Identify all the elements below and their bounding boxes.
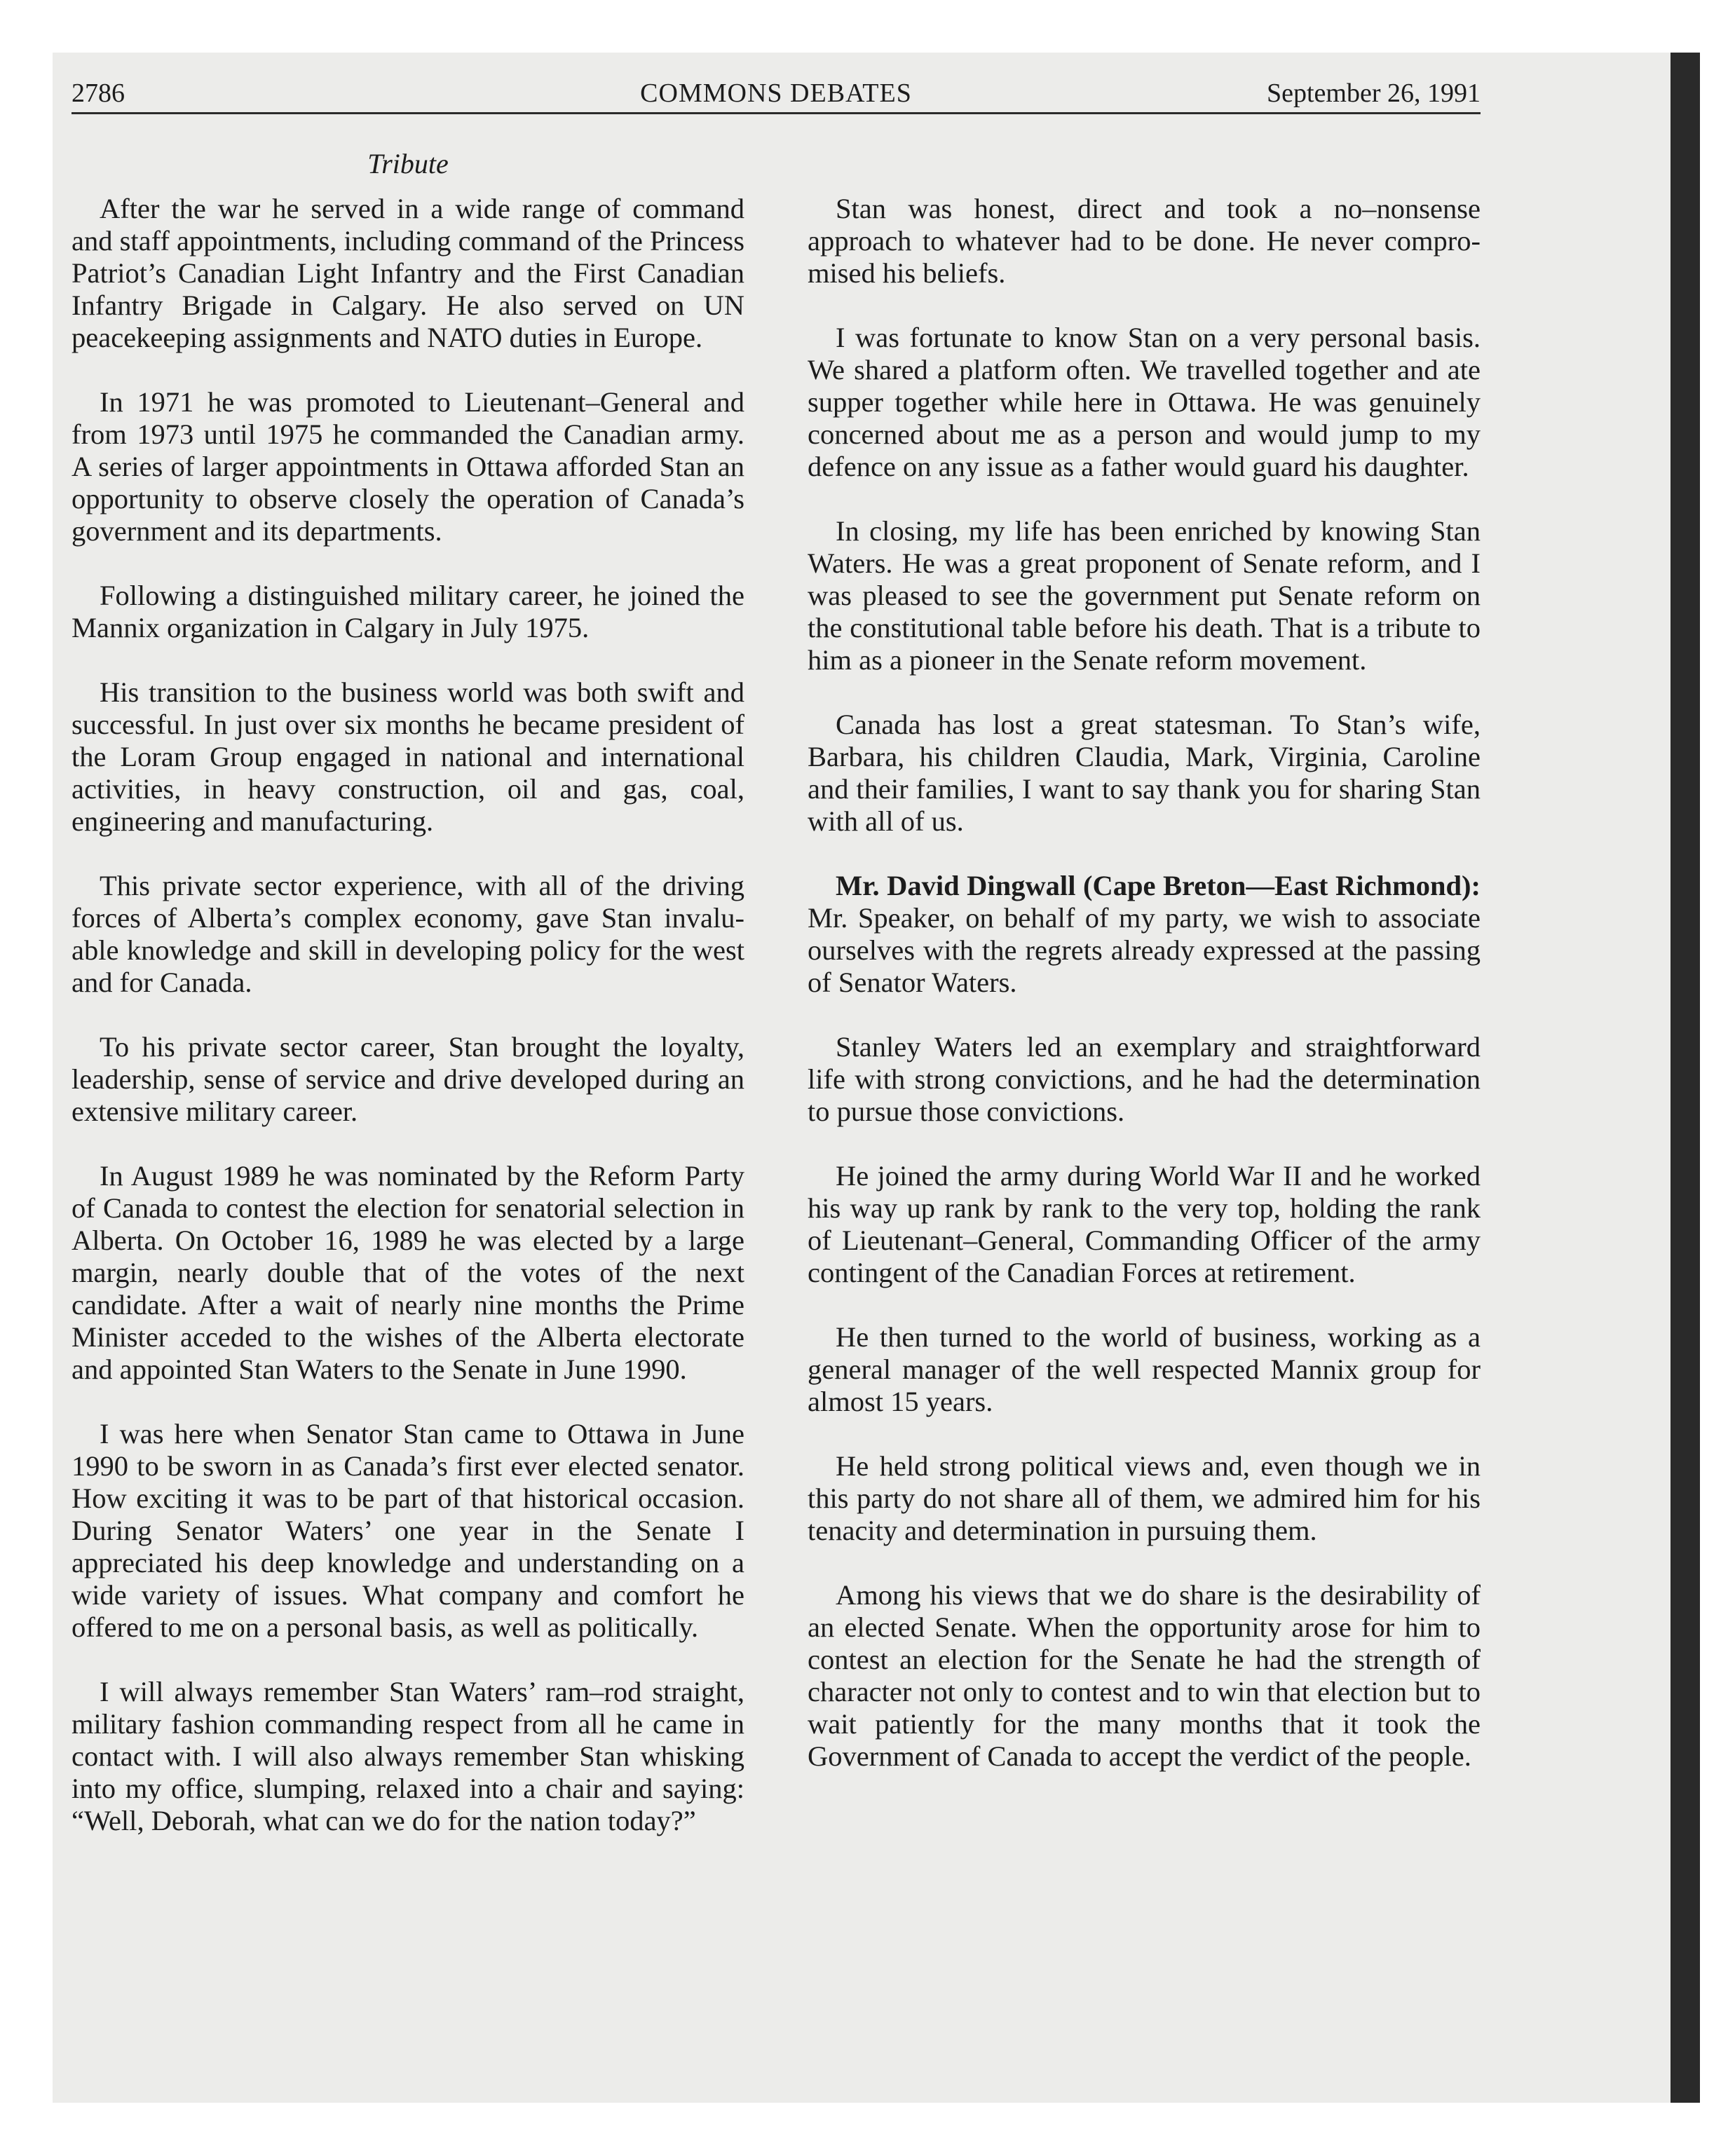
page-header (72, 72, 1481, 114)
paragraph: He joined the army during World War II and he worked his way up rank by rank to the very top, holding the rank of Lieutenant–General, Commanding Officer of the army contingent of the Canadian Forces at retirement. (808, 1160, 1481, 1288)
paragraph: In August 1989 he was nominated by the Reform Party of Canada to contest the election for senatorial selection in Alberta. On October 16, 1989 he was elected by a large margin, nearly double that of the votes of the next candidate. After a wait of nearly nine months the Prime Minister acceded to the wishes of the Alberta electorate and appointed Stan Waters to the Senate in June 1990. (72, 1160, 744, 1385)
speaker-paragraph (808, 870, 1481, 999)
right-column (808, 193, 1481, 1805)
page-number: 2786 (72, 79, 125, 108)
paragraph: In closing, my life has been enriched by knowing Stan Waters. He was a great proponent of Senate reform, and I was pleased to see the government put Senate reform on the constitutional table before his death. That is a tribute to him as a pioneer in the Senate reform movement. (808, 515, 1481, 676)
paragraph: Among his views that we do share is the desirability of an elected Senate. When the opportunity arose for him to contest an election for the Senate he had the strength of character not only to contest and to win that election but to wait patiently for the many months that it took the Government of Canada to accept the verdict of the people. (808, 1579, 1481, 1772)
paragraph: Following a distinguished military career, he joined the Mannix organization in Calgary in July 1975. (72, 580, 744, 643)
paragraph: He held strong political views and, even though we in this party do not share all of them, we admired him for his tenacity and determination in pursuing them. (808, 1450, 1481, 1546)
paragraph: In 1971 he was promoted to Lieutenant–General and from 1973 until 1975 he commanded the Canadian army. A series of larger appointments in Ottawa afforded Stan an opportunity to observe closely the operation of Canada’s government and its departments. (72, 386, 744, 547)
paragraph: Canada has lost a great statesman. To Stan’s wife, Barbara, his children Claudia, Mark, Virginia, Caroline and their families, I want to say thank you for sharing Stan with all of us. (808, 709, 1481, 837)
paragraph: His transition to the business world was both swift and successful. In just over six months he became president of the Loram Group engaged in national and international activities, in heavy construction, oil and gas, coal, engineering and manufacturing. (72, 676, 744, 837)
paragraph: He then turned to the world of business, working as a general manager of the well respected Mannix group for almost 15 years. (808, 1321, 1481, 1417)
speaker-text: Mr. Speaker, on behalf of my party, we wish to associate ourselves with the regrets already expressed at the passing of Senator Waters. (808, 902, 1481, 998)
left-column (72, 193, 744, 1869)
speaker-name: Mr. David Dingwall (Cape Breton—East Richmond): (836, 870, 1481, 901)
paragraph: To his private sector career, Stan brought the loyalty, leadership, sense of service and drive developed during an extensive military career. (72, 1031, 744, 1127)
publication-title: COMMONS DEBATES (640, 79, 912, 108)
paragraph: After the war he served in a wide range of command and staff appointments, including command of the Princess Patriot’s Canadian Light Infantry and the First Canadian Infantry Brigade in Calgary. He also served on UN peacekeeping assignments and NATO duties in Europe. (72, 193, 744, 353)
section-title: Tribute (367, 148, 449, 179)
header-rule (72, 112, 1481, 114)
paragraph: I was fortunate to know Stan on a very personal basis. We shared a platform often. We travelled together and ate supper together while here in Ottawa. He was genuinely concerned about me as a person and would jump to my defence on any issue as a father would guard his daughter. (808, 322, 1481, 482)
paragraph: Stanley Waters led an exemplary and straightforward life with strong convictions, and he had the determination to pursue those convictions. (808, 1031, 1481, 1127)
scan-dark-edge (1671, 53, 1700, 2103)
paragraph: I will always remember Stan Waters’ ram–rod straight, military fashion commanding respect from all he came in contact with. I will also always remember Stan whisking into my office, slumping, relaxed into a chair and saying: “Well, Deborah, what can we do for the nation today?” (72, 1676, 744, 1836)
publication-date: September 26, 1991 (1266, 79, 1481, 108)
paragraph: This private sector experience, with all of the driving forces of Alberta’s complex economy, gave Stan invaluable knowledge and skill in developing policy for the west and for Canada. (72, 870, 744, 998)
paragraph: I was here when Senator Stan came to Ottawa in June 1990 to be sworn in as Canada’s first ever elected senator. How exciting it was to be part of that historical occasion. During Senator Waters’ one year in the Senate I appreciated his deep knowledge and understanding on a wide variety of issues. What company and comfort he offered to me on a personal basis, as well as politically. (72, 1418, 744, 1643)
paragraph: Stan was honest, direct and took a no–nonsense approach to whatever had to be done. He never compromised his beliefs. (808, 193, 1481, 289)
